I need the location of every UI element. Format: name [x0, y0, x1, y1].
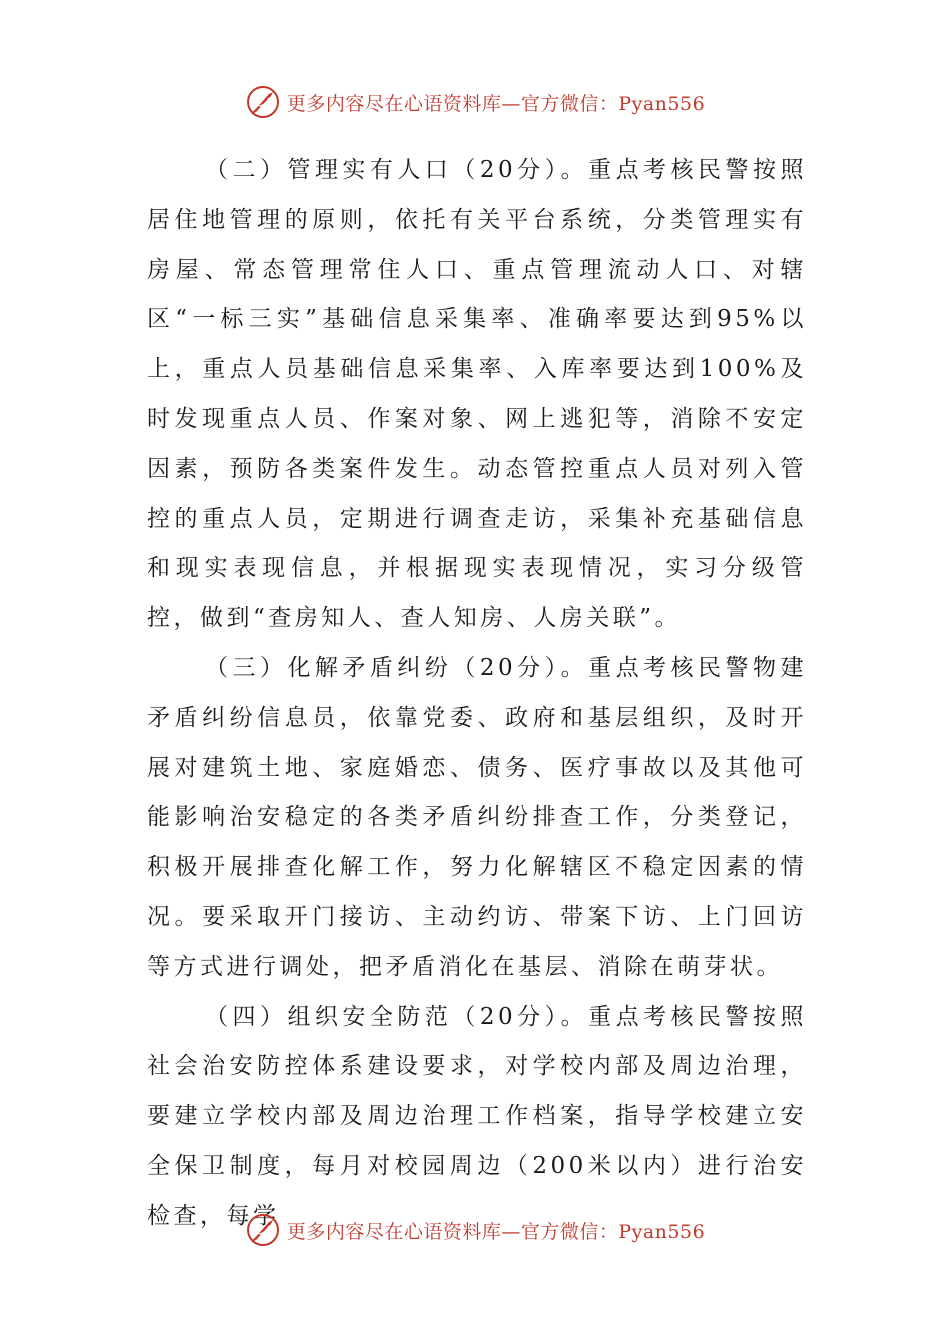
- header-banner-text: 更多内容尽在心语资料库—官方微信：Pyan556: [286, 92, 706, 115]
- footer-banner: [0, 1210, 950, 1250]
- paragraph-security-prevention: （四）组织安全防范（20分）。重点考核民警按照社会治安防控体系建设要求，对学校内部及周边治理，要建立学校内部及周边治理工作档案，指导学校建立安全保卫制度，每月对校园周边（200米以内）进行治安检查，每学: [147, 1003, 807, 1229]
- paragraph-resolve-disputes: （三）化解矛盾纠纷（20分）。重点考核民警物建矛盾纠纷信息员，依靠党委、政府和基层组织，及时开展对建筑土地、家庭婚恋、债务、医疗事故以及其他可能影响治安稳定的各类矛盾纠纷排查工作，分类登记，积极开展排查化解工作，努力化解辖区不稳定因素的情况。要采取开门接访、主动约访、带案下访、上门回访等方式进行调处，把矛盾消化在基层、消除在萌芽状。: [147, 654, 807, 980]
- footer-banner-text: 更多内容尽在心语资料库—官方微信：Pyan556: [286, 1220, 706, 1243]
- document-body: [147, 146, 807, 1242]
- paragraph-manage-population: （二）管理实有人口（20分）。重点考核民警按照居住地管理的原则，依托有关平台系统，分类管理实有房屋、常态管理常住人口、重点管理流动人口、对辖区“一标三实”基础信息采集率、准确率要达到95%以上，重点人员基础信息采集率、入库率要达到100%及时发现重点人员、作案对象、网上逃犯等，消除不安定因素，预防各类案件发生。动态管控重点人员对列入管控的重点人员，定期进行调查走访，采集补充基础信息和现实表现信息，并根据现实表现情况，实习分级管控，做到“查房知人、查人知房、人房关联”。: [147, 157, 807, 632]
- quill-pen-logo-icon: [245, 84, 281, 120]
- header-banner: [0, 82, 950, 122]
- quill-pen-logo-icon: [245, 1212, 281, 1248]
